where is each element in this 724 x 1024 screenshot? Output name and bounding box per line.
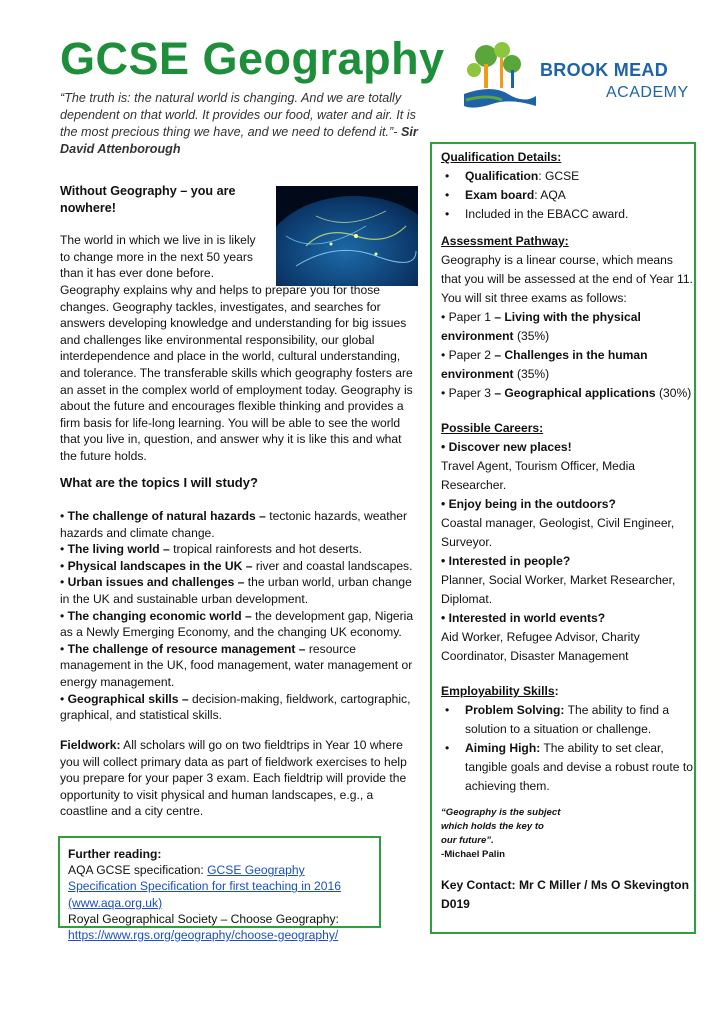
list-item [441,739,694,796]
qualification-value: : GCSE [538,169,580,183]
topic-detail: tropical rainforests and hot deserts. [169,542,363,557]
section-heading-topics: What are the topics I will study? [60,475,258,490]
career-title: • Discover new places! [441,440,572,454]
paper-title: – Geographical applications [494,386,656,400]
page-title: GCSE Geography [60,33,445,84]
topics-list [60,508,420,724]
topic-title: Physical landscapes in the UK – [67,558,253,573]
career-title: • Interested in people? [441,554,571,568]
list-item [441,167,694,186]
topic-title: The living world – [67,542,170,557]
paper-title: – Challenges in the human environment [441,348,648,381]
career-jobs: Travel Agent, Tourism Officer, Media Researcher. [441,459,636,492]
paper-weight: (30%) [655,386,692,400]
employability-list [441,701,694,796]
topic-detail: the development gap, Nigeria as a Newly Emerging Economy, and the changing UK economy. [60,608,414,640]
topic-detail: decision-making, fieldwork, cartographic, graphical, and statistical skills. [60,691,411,723]
career-group [441,495,694,552]
fieldwork-label: Fieldwork: [60,738,121,752]
list-item: • Geographical skills – decision-making, fieldwork, cartographic, graphical, and statistical skills. [60,691,411,723]
careers-heading: Possible Careers: [441,421,544,435]
paper-item [441,308,694,346]
quote-text: “The truth is: the natural world is changing. And we are totally dependent on that world. It provides our food, water and air. It is the most precious thing we have, and we need to defend it.”- [60,91,416,139]
paper-title: – Living with the physical environment [441,310,641,343]
ebacc-text: Included in the EBACC award. [465,207,629,221]
topic-title: The challenge of natural hazards – [67,509,266,523]
topic-title: The changing economic world – [67,608,252,623]
intro-paragraph-long: Geography explains why and helps to prepare you for those changes. Geography tackles, investigates, and searches for answers developing knowledge and understanding for big issues and challenges like environmental responsibility, our global interdependence and place in the world, cultural understanding, and tolerance. The transferable skills which geography fosters are an asset in the complex world of employment today. Geography is about the future and encourages flexible thinking and provides a firm basis for life-long learning. You will be able to see the world that you live in, question, and answer why it is like this and what the future holds. [60,283,413,463]
career-jobs: Planner, Social Worker, Market Researcher, Diplomat. [441,573,676,606]
quote-author: Sir David Attenborough [60,125,418,156]
logo-subtitle: ACADEMY [606,84,689,101]
section-heading-without-geography: Without Geography – you are nowhere! [60,184,236,215]
paper-prefix: • Paper 2 [441,348,495,362]
exam-board-value: : AQA [534,188,566,202]
topic-detail: river and coastal landscapes. [252,558,413,573]
assessment-heading: Assessment Pathway: [441,234,569,248]
fieldwork-text: All scholars will go on two fieldtrips in Year 10 where you will collect primary data as part of fieldwork exercises to help you prepare for your paper 3 exam. Each fieldtrip will provide the opportunity to visit physical and human landscapes, e.g., a coastline and a city centre. [60,738,407,819]
topic-detail: tectonic hazards, weather hazards and climate change. [60,509,408,540]
employability-heading-colon: : [554,684,559,698]
career-title: • Interested in world events? [441,611,606,625]
paper-item [441,384,694,403]
career-title: • Enjoy being in the outdoors? [441,497,616,511]
list-item: • Physical landscapes in the UK – river and coastal landscapes. [60,558,413,573]
earth-from-space-image [276,186,418,286]
fieldwork-paragraph [60,737,420,820]
skill-text: The ability to find a solution to a situation or challenge. [465,703,670,736]
school-logo [462,40,702,112]
employability-heading [441,682,694,701]
rgs-link[interactable]: https://www.rgs.org/geography/choose-geography/ [68,928,339,943]
career-group [441,552,694,609]
topic-detail: the urban world, urban change in the UK and sustainable urban development. [60,575,412,606]
list-item: • Urban issues and challenges – the urban world, urban change in the UK and sustainable urban development. [60,575,412,606]
career-group [441,438,694,495]
assessment-intro: Geography is a linear course, which means that you will be assessed at the end of Year 11. You will sit three exams as follows: [441,253,693,305]
list-item: • The challenge of natural hazards – tectonic hazards, weather hazards and climate change. [60,509,408,540]
list-item [441,205,694,224]
skill-label: Problem Solving: [465,703,565,717]
further-reading-heading: Further reading: [68,847,162,861]
list-item: • The challenge of resource management – resource management in the UK, food management, water management or energy management. [60,641,413,689]
career-jobs: Aid Worker, Refugee Advisor, Charity Coordinator, Disaster Management [441,630,640,663]
aqa-spec-label: AQA GCSE specification: [68,863,208,878]
topic-title: Urban issues and challenges – [67,575,245,590]
paper-weight: (35%) [513,329,550,343]
list-item [441,186,694,205]
paper-prefix: • Paper 1 [441,310,495,324]
career-group [441,609,694,666]
list-item: • The living world – tropical rainforests and hot deserts. [60,542,363,557]
qualification-list [441,167,694,224]
palin-quote-author: -Michael Palin [441,849,505,860]
list-item [441,701,694,739]
key-contact: Key Contact: Mr C Miller / Ms O Skevington D019 [441,878,689,911]
paper-weight: (35%) [513,367,550,381]
list-item: • The changing economic world – the development gap, Nigeria as a Newly Emerging Economy, and the changing UK economy. [60,608,414,640]
skill-label: Aiming High: [465,741,541,755]
topic-title: The challenge of resource management – [67,641,306,656]
further-reading-box [58,836,381,943]
intro-paragraph-short: The world in which we live in is likely to change more in the next 50 years than it has ever done before. [60,233,256,281]
topic-detail: resource management in the UK, food management, water management or energy management. [60,641,413,689]
paper-item [441,346,694,384]
qualification-heading: Qualification Details: [441,150,562,164]
rgs-label: Royal Geographical Society – Choose Geography: [68,911,339,926]
logo-name: BROOK MEAD [540,60,668,80]
paper-prefix: • Paper 3 [441,386,495,400]
tree-river-logo-icon [462,40,538,112]
topic-title: Geographical skills – [67,691,189,706]
palin-quote-text: “Geography is the subject which holds the key to our future”. [441,807,561,846]
skill-text: The ability to set clear, tangible goals and devise a robust route to achieving them. [465,741,693,793]
exam-board-label: Exam board [465,188,535,202]
attenborough-quote [60,90,425,158]
aqa-spec-link[interactable]: GCSE Geography Specification Specification for first teaching in 2016 (www.aqa.org.uk) [68,863,341,910]
career-jobs: Coastal manager, Geologist, Civil Engineer, Surveyor. [441,516,675,549]
employability-heading-text: Employability Skills [441,684,555,698]
aqa-spec-line [68,862,371,911]
palin-quote [441,806,561,862]
qualification-label: Qualification [465,169,539,183]
course-details-box [430,142,696,934]
